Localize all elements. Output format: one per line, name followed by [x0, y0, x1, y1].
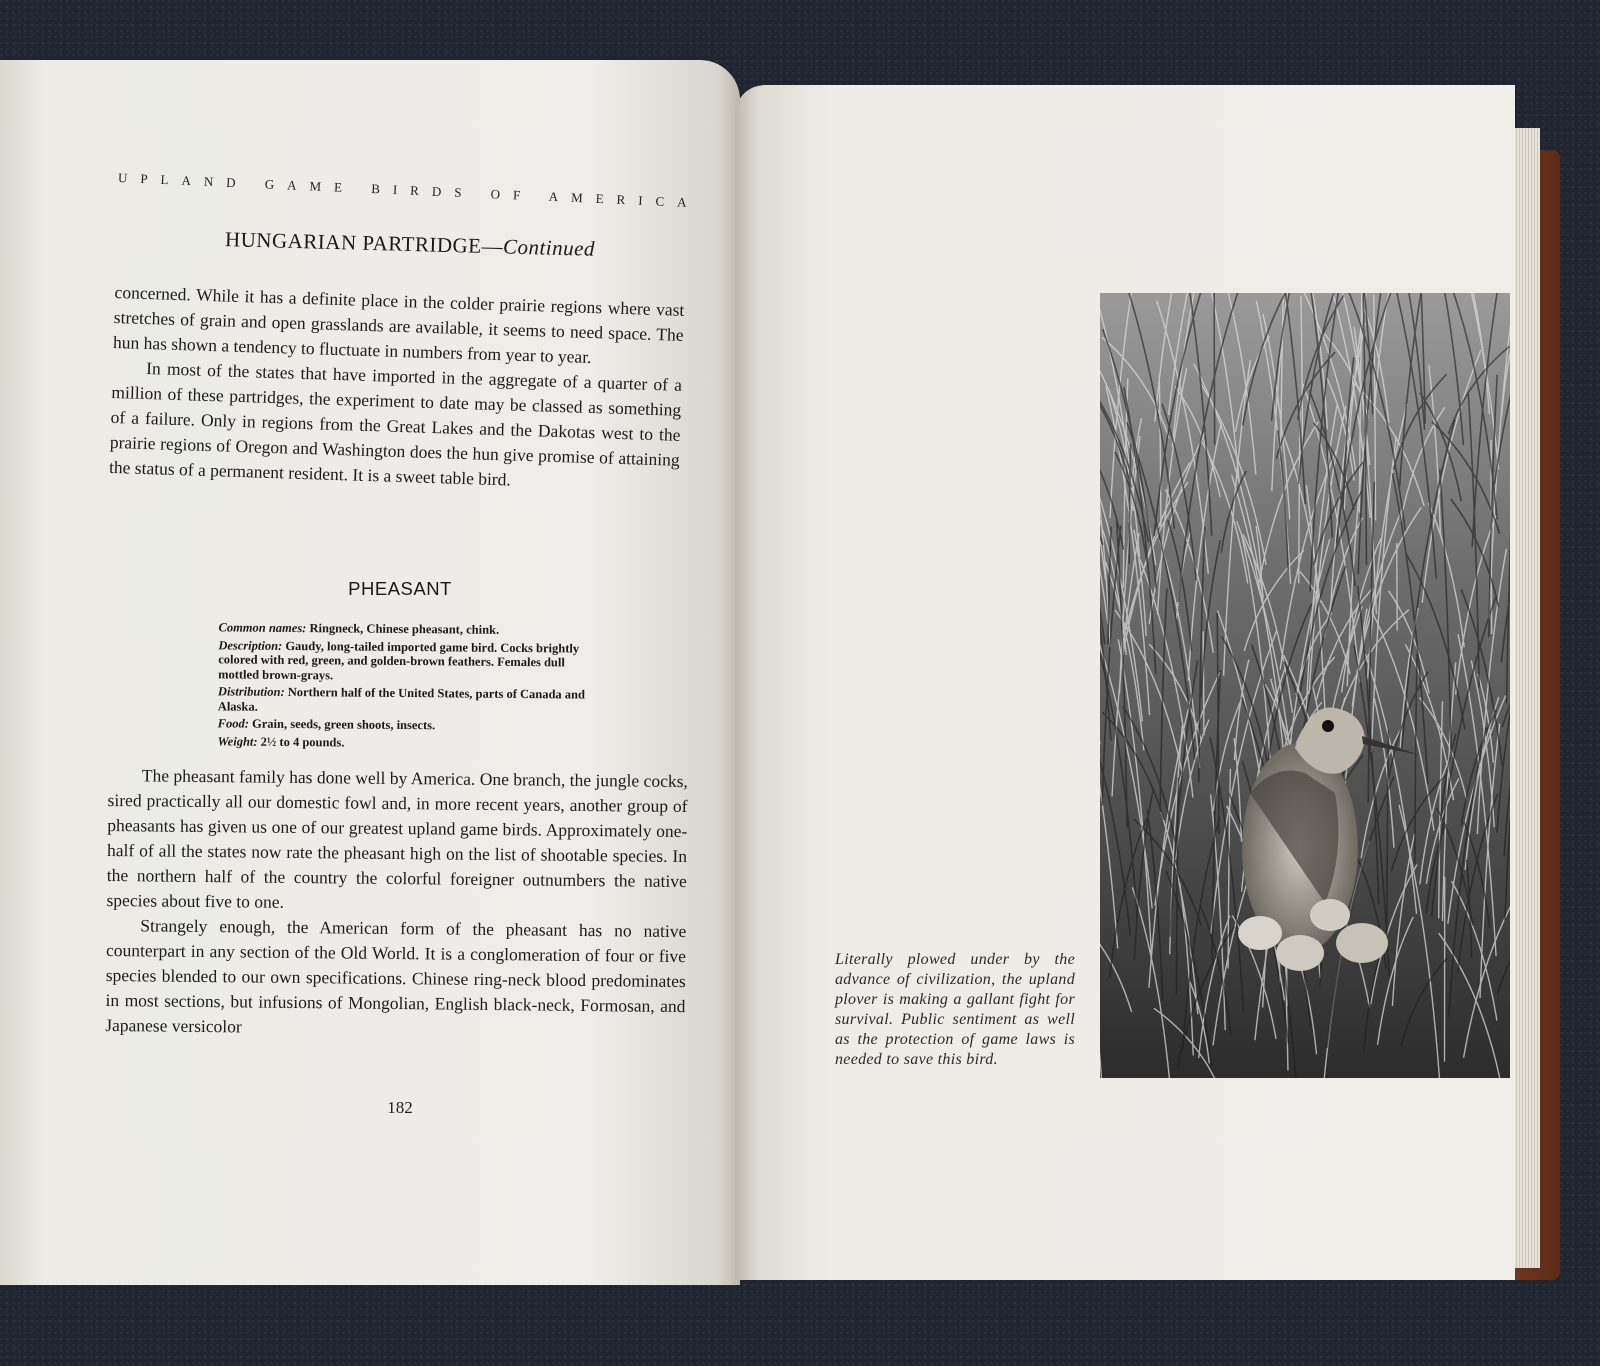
fact-label: Food:	[217, 716, 249, 731]
pheasant-heading: PHEASANT	[348, 578, 452, 599]
plover-photo-image	[1100, 293, 1510, 1078]
section-title-continued: Continued	[502, 234, 596, 261]
paragraph: concerned. While it has a definite place in the colder prairie regions where vast stretches of grain and open grasslands are available, it seems to need space. The hun has shown a tendency to fluctuate in numbers from year to year.	[112, 281, 685, 368]
fact-text: 2½ to 4 pounds.	[257, 734, 345, 749]
page-number: 182	[387, 1098, 413, 1117]
fact-description	[218, 638, 590, 685]
fact-label: Common names:	[218, 620, 307, 636]
paragraph: In most of the states that have imported in the aggregate of a quarter of a million of these partridges, the experiment to date may be classed as something of a failure. Only in regions from the Great Lakes and the Dakotas west to the prairie regions of Oregon and Washington does the hun give promise of attaining the status of a permanent resident. It is a sweet table bird.	[108, 358, 683, 490]
fact-food	[218, 716, 590, 734]
pheasant-factbox	[217, 620, 590, 754]
fact-label: Weight:	[217, 733, 258, 749]
fact-distribution	[218, 684, 590, 716]
plover-photo	[1100, 293, 1510, 1078]
fact-text: Grain, seeds, green shoots, insects.	[248, 716, 436, 733]
fact-common-names	[218, 620, 590, 638]
fact-text: Northern half of the United States, parts of Canada and Alaska.	[217, 684, 586, 714]
fact-label: Description:	[218, 637, 283, 653]
fact-weight	[217, 734, 589, 752]
fact-label: Distribution:	[217, 684, 285, 699]
partridge-text	[109, 280, 685, 498]
pheasant-text	[105, 763, 688, 1044]
photo-caption: Literally plowed under by the advance of civilization, the upland plover is making a gallant fight for survival. Public sentiment as well as the protection of game laws is needed to save this bird.	[835, 951, 1075, 1068]
section-title-main: HUNGARIAN PARTRIDGE—	[224, 227, 504, 259]
running-head: UPLAND GAME BIRDS OF AMERICA	[117, 170, 700, 211]
paragraph: The pheasant family has done well by America. One branch, the jungle cocks, sired practically all our domestic fowl and, in more recent years, another group of pheasants has given us one of our greatest upland game birds. Approximately one-half of all the states now rate the pheasant high on the list of shootable species. In the northern half of the country the colorful foreigner outnumbers the native species about five to one.	[106, 765, 688, 912]
paragraph: Strangely enough, the American form of the pheasant has no native counterpart in any section of the Old World. It is a conglomeration of four or five species blended to our own specifications. Chinese ring-neck blood predominates in most sections, but infusions of Mongolian, English black-neck, Formosan, and Japanese versicolor	[105, 915, 687, 1037]
fact-text: Ringneck, Chinese pheasant, chink.	[306, 621, 500, 637]
fact-text: Gaudy, long-tailed imported game bird. Cocks brightly colored with red, green, and golden-brown feathers. Females dull mottled brown-grays.	[218, 638, 580, 682]
